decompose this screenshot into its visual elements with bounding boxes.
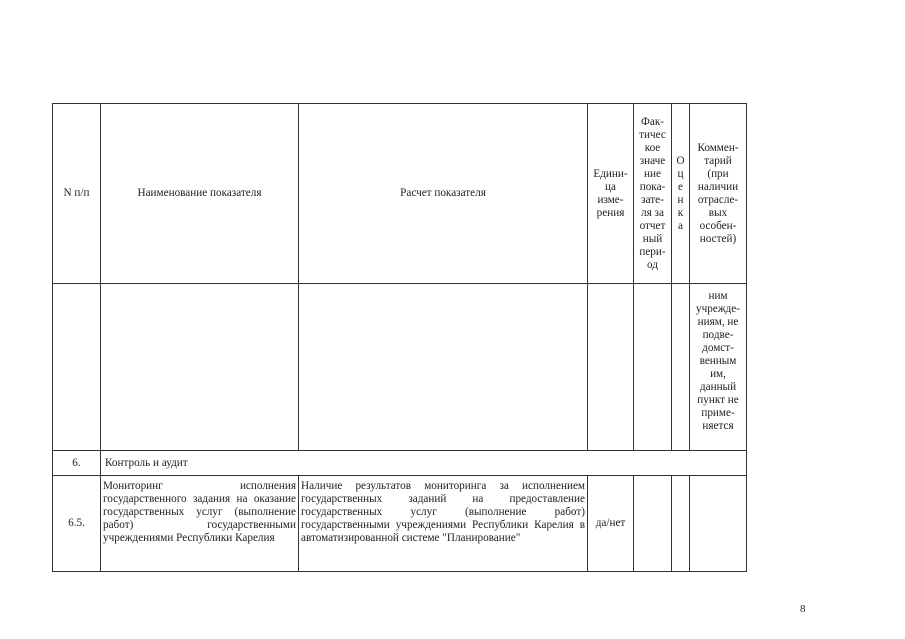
continuation-comment-cell: ним учрежде- ниям, не подве- домст- венным им, данный пункт не приме- няется: [690, 284, 747, 451]
section-title: Контроль и аудит: [101, 451, 747, 476]
header-calc: Расчет показателя: [299, 104, 588, 284]
row-indicator-name: Мониторинг исполнения государственного задания на оказание государственных услуг (выполнение работ) государственными учреждениями Республики Карелия: [101, 476, 299, 572]
cell-empty: [588, 284, 634, 451]
section-number: 6.: [53, 451, 101, 476]
table-row: [53, 476, 747, 572]
header-comment: Коммен- тарий (при наличии отрасле- вых особен- ностей): [690, 104, 747, 284]
row-calculation: Наличие результатов мониторинга за исполнением государственных заданий на предоставление государственных услуг (выполнение работ) государственными учреждениями Республики Карелия в автоматизированной системе "Планирование": [299, 476, 588, 572]
page-number: 8: [800, 603, 806, 615]
header-unit: Едини- ца изме- рения: [588, 104, 634, 284]
table-row: [53, 284, 747, 451]
header-name: Наименование показателя: [101, 104, 299, 284]
table-header-row: [53, 104, 747, 284]
cell-empty: [299, 284, 588, 451]
row-comment: [690, 476, 747, 572]
header-score: О ц е н к а: [672, 104, 690, 284]
section-row: [53, 451, 747, 476]
header-num: N п/п: [53, 104, 101, 284]
row-number: 6.5.: [53, 476, 101, 572]
row-score: [672, 476, 690, 572]
header-actual-value: Фак- тичес кое значе ние пока- зате- ля за отчет ный пери- од: [634, 104, 672, 284]
row-actual-value: [634, 476, 672, 572]
cell-empty: [101, 284, 299, 451]
row-unit: да/нет: [588, 476, 634, 572]
cell-empty: [672, 284, 690, 451]
cell-empty: [634, 284, 672, 451]
cell-empty: [53, 284, 101, 451]
indicators-table: [52, 103, 747, 572]
